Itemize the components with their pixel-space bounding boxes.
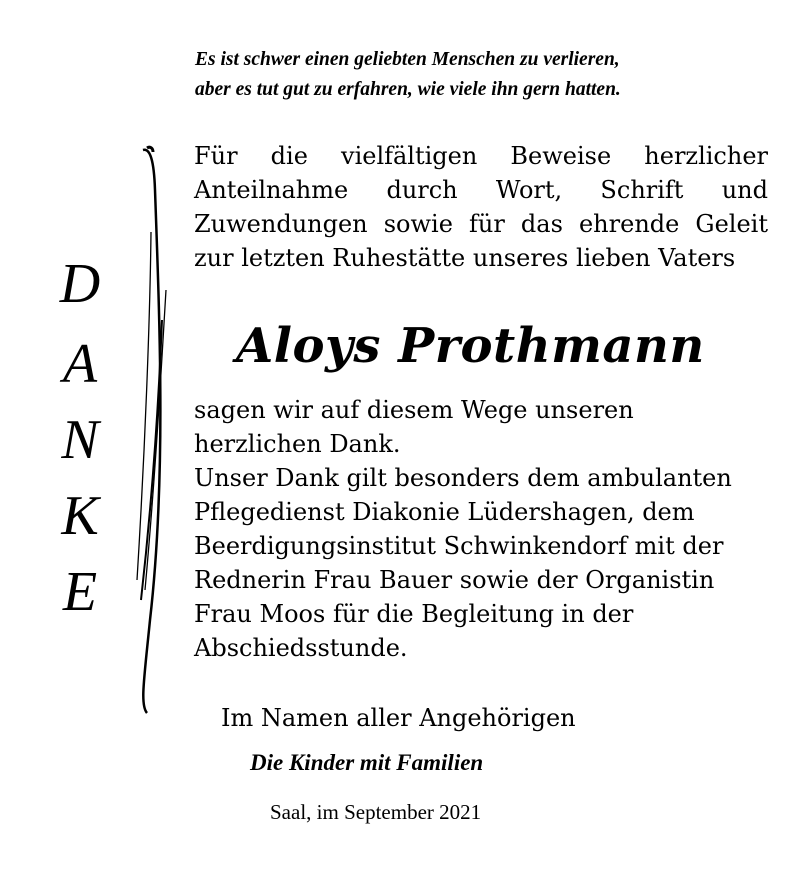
intro-line: Zuwendungen sowie für das ehrende Geleit: [194, 210, 768, 238]
body-line: Beerdigungsinstitut Schwinkendorf mit der: [194, 532, 724, 560]
intro-line: Für die vielfältigen Beweise herzlicher: [194, 142, 768, 170]
deceased-name: Aloys Prothmann: [236, 318, 705, 374]
side-letter: D: [59, 253, 101, 315]
side-letter: A: [62, 333, 98, 395]
side-letter: N: [61, 409, 99, 471]
on-behalf-line: Im Namen aller Angehörigen: [221, 704, 576, 732]
body-line: sagen wir auf diesem Wege unseren: [194, 396, 634, 424]
motto-line: aber es tut gut zu erfahren, wie viele ihn gern hatten.: [195, 79, 621, 100]
body-line: Abschiedsstunde.: [194, 634, 408, 662]
intro-line: Anteilnahme durch Wort, Schrift und: [194, 176, 768, 204]
body-line: herzlichen Dank.: [194, 430, 401, 458]
intro-line: zur letzten Ruhestätte unseres lieben Vaters: [194, 244, 736, 272]
body-line: Frau Moos für die Begleitung in der: [194, 600, 634, 628]
body-line: Unser Dank gilt besonders dem ambulanten: [194, 464, 732, 492]
body-line: Pflegedienst Diakonie Lüdershagen, dem: [194, 498, 695, 526]
place-date: Saal, im September 2021: [270, 800, 482, 824]
side-letter: E: [62, 561, 98, 623]
body-line: Rednerin Frau Bauer sowie der Organistin: [194, 566, 715, 594]
motto-line: Es ist schwer einen geliebten Menschen zu verlieren,: [195, 49, 620, 70]
family-signature: Die Kinder mit Familien: [250, 750, 484, 775]
side-letter: K: [61, 485, 99, 547]
